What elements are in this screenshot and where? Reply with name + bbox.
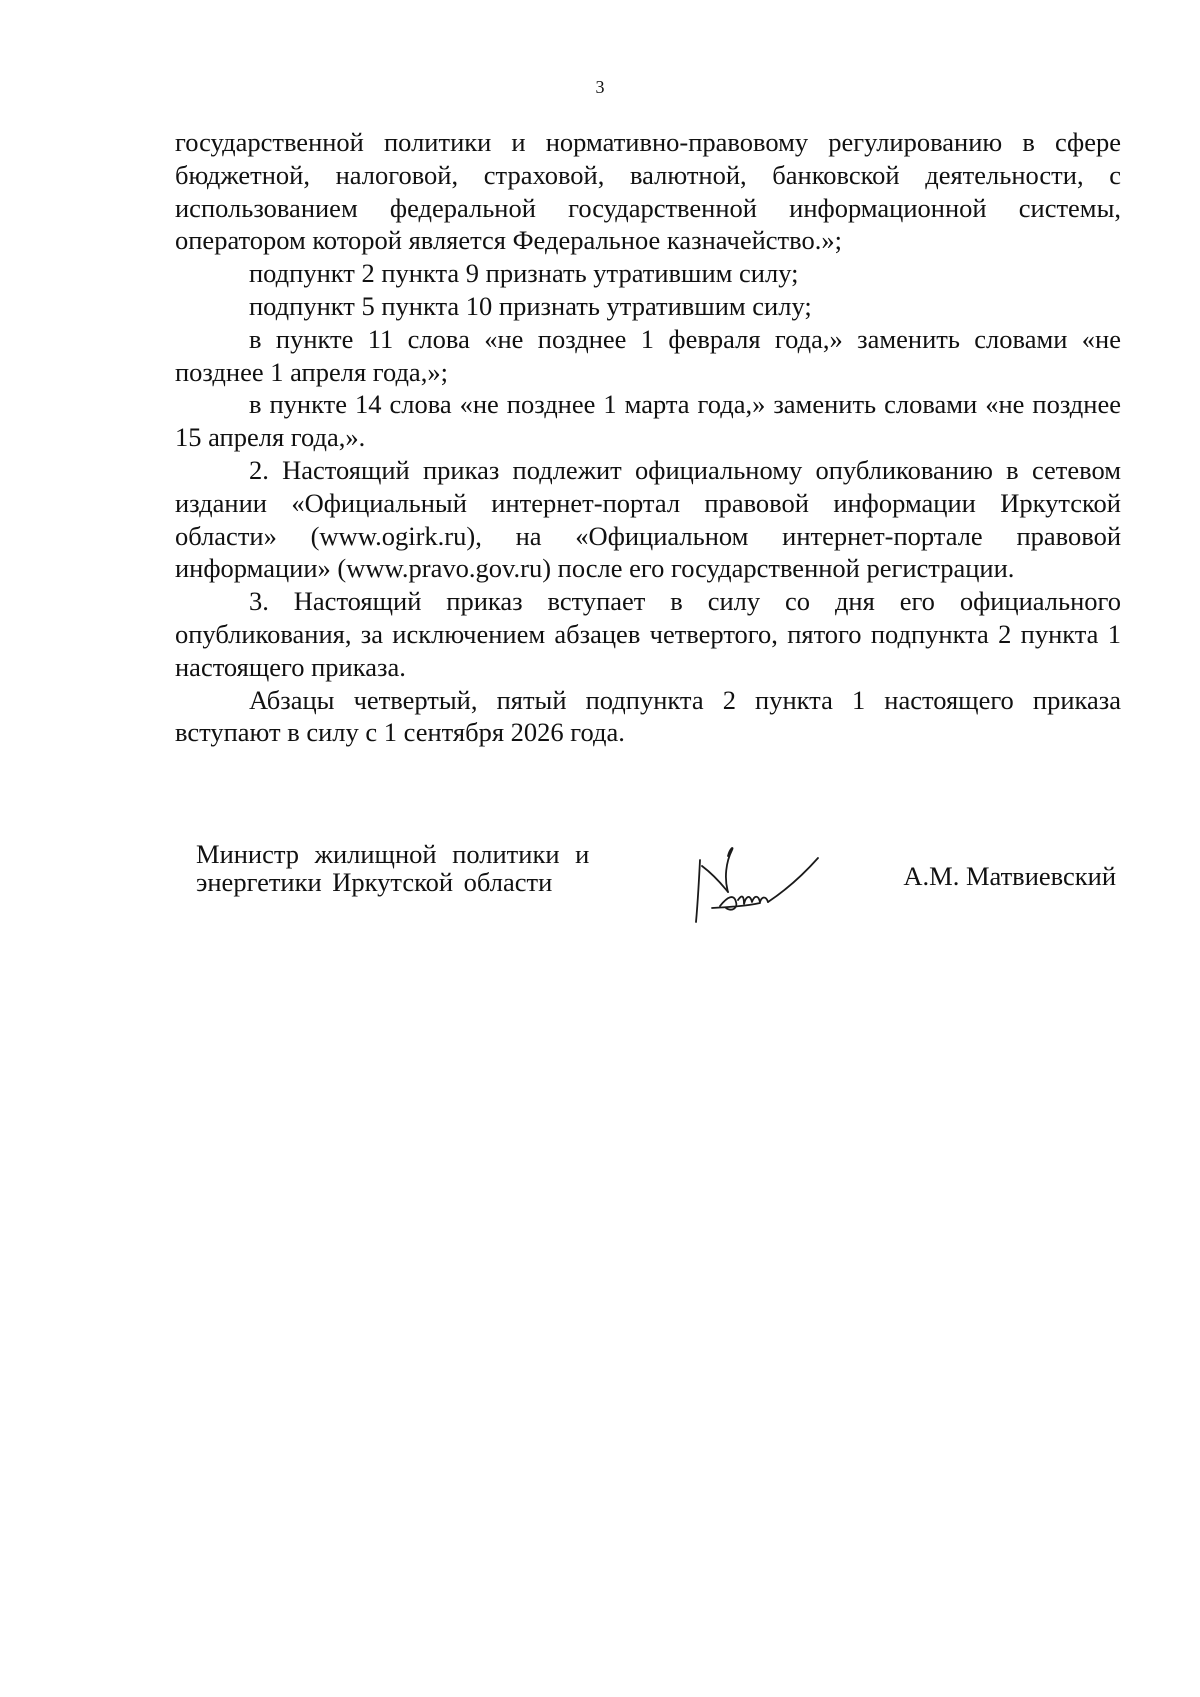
signature-block xyxy=(196,840,1126,950)
signatory-position xyxy=(196,840,626,896)
paragraph-item-14: в пункте 14 слова «не позднее 1 марта года,» заменить словами «не позднее 15 апреля года,». xyxy=(175,389,1121,453)
paragraph-subpoint-5-item-10: подпункт 5 пункта 10 признать утратившим силу; xyxy=(249,290,812,321)
document-body xyxy=(175,126,1121,749)
signatory-position-line-2: энергетики Иркутской области xyxy=(196,867,553,897)
signatory-position-line-1: Министр жилищной политики и xyxy=(196,839,590,869)
paragraph-entry-into-force: 3. Настоящий приказ вступает в силу со дня его официального опубликования, за исключением абзацев четвертого, пятого подпункта 2 пункта 1 настоящего приказа. xyxy=(175,586,1121,682)
paragraph-publication: 2. Настоящий приказ подлежит официальному опубликованию в сетевом издании «Официальный интернет-портал правовой информации Иркутской области» (www.ogirk.ru), на «Официальном интернет-портале правовой информации» (www.pravo.gov.ru) после его государственной регистрации. xyxy=(175,454,1121,584)
paragraph-subpoint-2-item-9: подпункт 2 пункта 9 признать утратившим силу; xyxy=(249,258,799,289)
signatory-name: А.М. Матвиевский xyxy=(903,861,1116,891)
handwritten-signature xyxy=(690,840,830,930)
page-number: 3 xyxy=(595,77,605,97)
paragraph-continuation: государственной политики и нормативно-правовому регулированию в сфере бюджетной, налоговой, страховой, валютной, банковской деятельности, с использованием федеральной государственной информационной системы, оператором которой является Федеральное казначейство.»; xyxy=(175,127,1121,256)
paragraph-item-11: в пункте 11 слова «не позднее 1 февраля года,» заменить словами «не позднее 1 апреля года,»; xyxy=(175,323,1121,387)
paragraph-exceptions-date: Абзацы четвертый, пятый подпункта 2 пункта 1 настоящего приказа вступают в силу с 1 сентября 2026 года. xyxy=(175,684,1121,748)
